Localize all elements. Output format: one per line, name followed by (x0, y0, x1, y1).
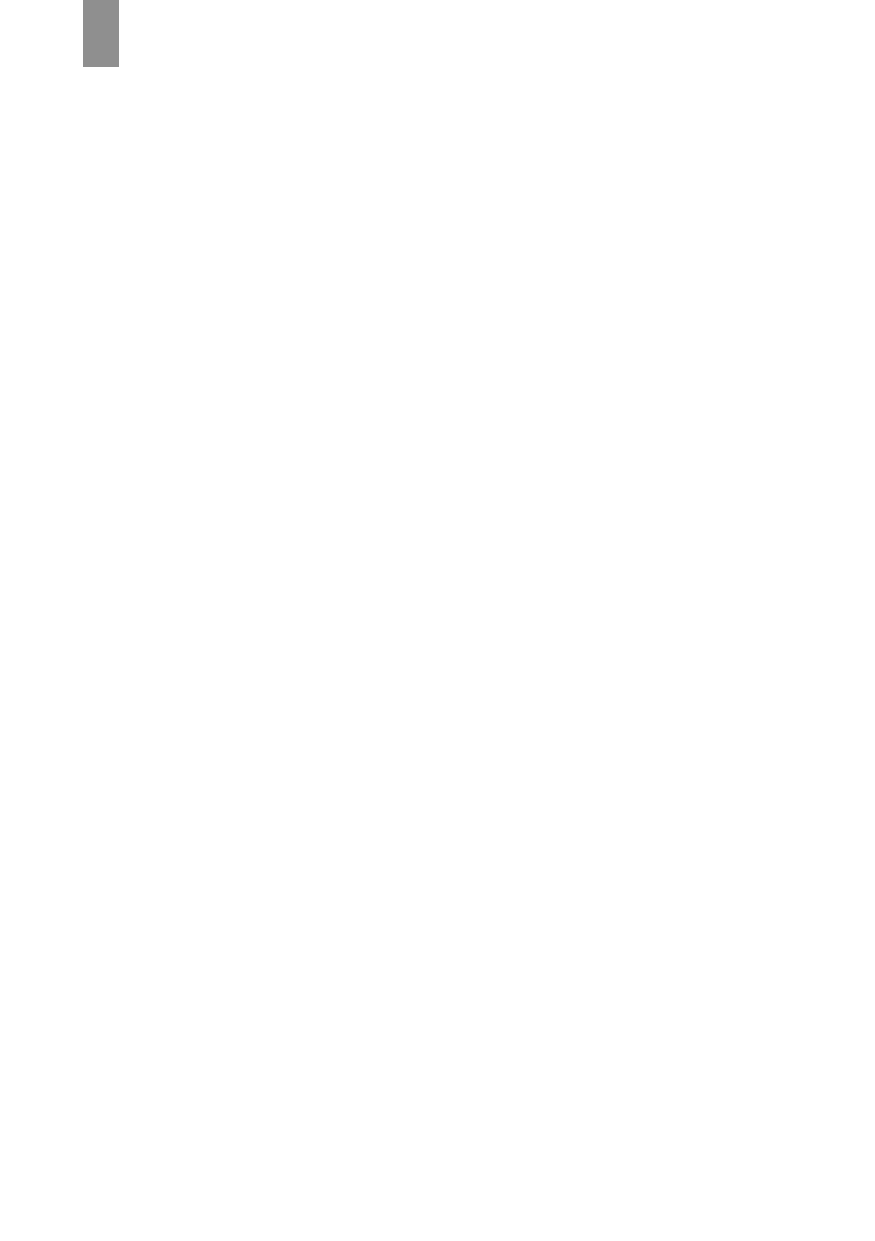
page-number-tab (83, 0, 119, 67)
